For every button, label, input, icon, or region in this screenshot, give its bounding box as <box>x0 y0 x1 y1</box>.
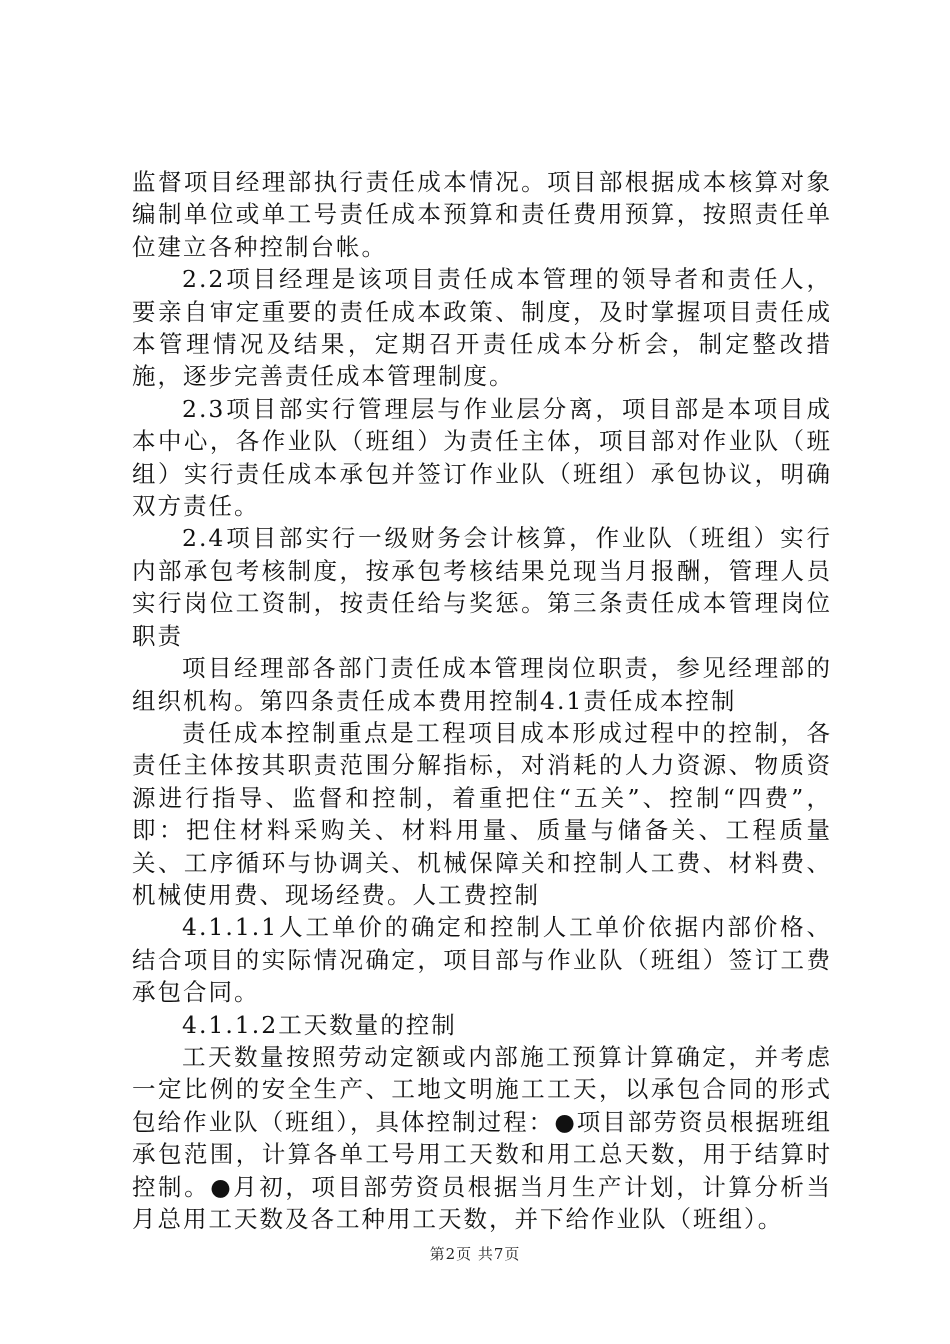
page-footer <box>0 1243 950 1264</box>
paragraph: 2.3项目部实行管理层与作业层分离，项目部是本项目成本中心，各作业队（班组）为责任主体，项目部对作业队（班组）实行责任成本承包并签订作业队（班组）承包协议，明确双方责任。 <box>132 394 832 521</box>
paragraph: 2.2项目经理是该项目责任成本管理的领导者和责任人，要亲自审定重要的责任成本政策、制度，及时掌握项目责任成本管理情况及结果，定期召开责任成本分析会，制定整改措施，逐步完善责任成本管理制度。 <box>132 265 832 391</box>
page-number-label: 第2页 共7页 <box>429 1245 521 1263</box>
paragraph: 4.1.1.2工天数量的控制 <box>182 1010 457 1039</box>
paragraph: 4.1.1.1人工单价的确定和控制人工单价依据内部价格、结合项目的实际情况确定，项目部与作业队（班组）签订工费承包合同。 <box>132 913 832 1007</box>
paragraph: 项目经理部各部门责任成本管理岗位职责，参见经理部的组织机构。第四条责任成本费用控制4.1责任成本控制 <box>132 654 832 715</box>
paragraph: 工天数量按照劳动定额或内部施工预算计算确定，并考虑一定比例的安全生产、工地文明施工工天，以承包合同的形式包给作业队（班组），具体控制过程：●项目部劳资员根据班组承包范围，计算各单工号用工天数和用工总天数，用于结算时控制。●月初，项目部劳资员根据当月生产计划，计算分析当月总用工天数及各工种用工天数，并下给作业队（班组）。 <box>132 1042 832 1233</box>
document-body <box>132 166 832 1235</box>
paragraph: 2.4项目部实行一级财务会计核算，作业队（班组）实行内部承包考核制度，按承包考核结果兑现当月报酬，管理人员实行岗位工资制，按责任给与奖惩。第三条责任成本管理岗位职责 <box>132 524 832 650</box>
paragraph: 责任成本控制重点是工程项目成本形成过程中的控制，各责任主体按其职责范围分解指标，对消耗的人力资源、物质资源进行指导、监督和控制，着重把住“五关”、控制“四费”，即：把住材料采购关、材料用量、质量与储备关、工程质量关、工序循环与协调关、机械保障关和控制人工费、材料费、机械使用费、现场经费。人工费控制 <box>132 718 832 909</box>
paragraph: 监督项目经理部执行责任成本情况。项目部根据成本核算对象编制单位或单工号责任成本预算和责任费用预算，按照责任单位建立各种控制台帐。 <box>132 168 832 261</box>
